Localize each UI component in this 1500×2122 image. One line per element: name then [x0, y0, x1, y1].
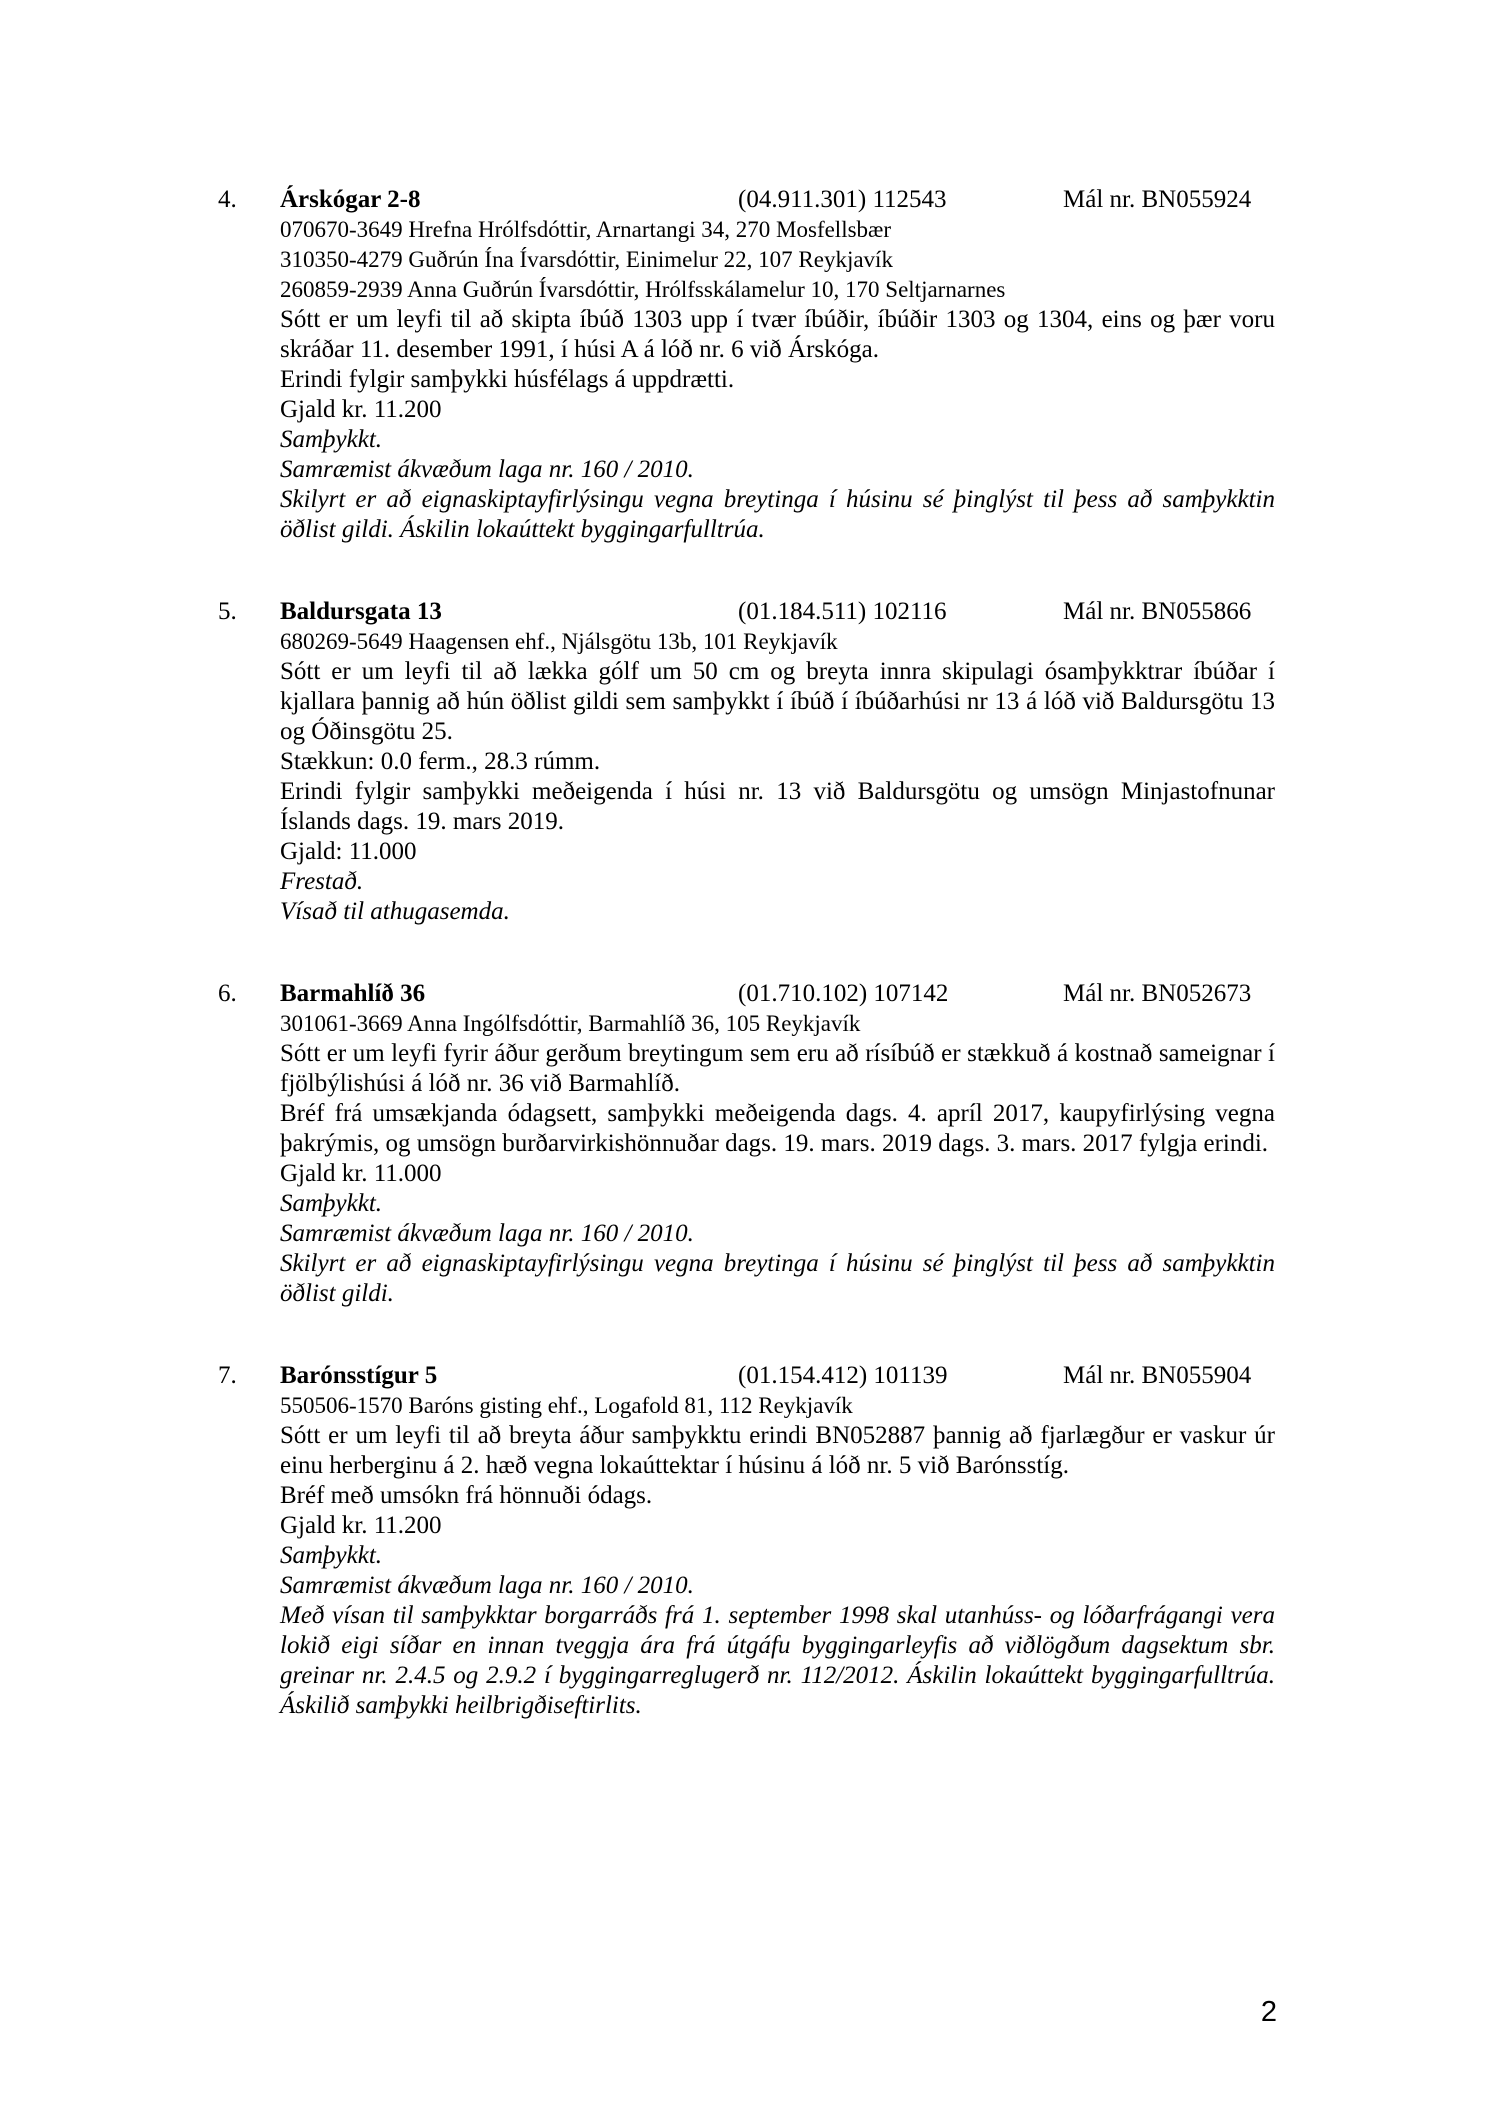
item-paragraph: Samþykkt.	[280, 1542, 383, 1569]
item-header	[280, 597, 1275, 627]
item-address: Baldursgata 13	[280, 598, 442, 625]
item-address: Barónsstígur 5	[280, 1362, 438, 1389]
item-body	[280, 597, 1275, 927]
owner-line: 310350-4279 Guðrún Ína Ívarsdóttir, Einimelur 22, 107 Reykjavík	[280, 247, 893, 272]
item-paragraph: Sótt er um leyfi til að lækka gólf um 50 cm og breyta innra skipulagi ósamþykktrar íbúðar í kjallara þannig að hún öðlist gildi sem samþykkt í íbúð í íbúðarhúsi nr 13 á lóð við Baldursgötu 13 og Óðinsgötu 25.	[280, 658, 1275, 745]
item-paragraph: Vísað til athugasemda.	[280, 898, 510, 925]
item-paragraph: Sótt er um leyfi til að skipta íbúð 1303 upp í tvær íbúðir, íbúðir 1303 og 1304, eins og þær voru skráðar 11. desember 1991, í húsi A á lóð nr. 6 við Árskóga.	[280, 306, 1275, 363]
item-paragraph: Frestað.	[280, 868, 364, 895]
owner-lines	[280, 215, 1275, 305]
case-number: Mál nr. BN055924	[1063, 186, 1252, 213]
item-number: 7.	[218, 1362, 237, 1389]
owner-line: 550506-1570 Baróns gisting ehf., Logafold 81, 112 Reykjavík	[280, 1393, 853, 1418]
owner-line: 070670-3649 Hrefna Hrólfsdóttir, Arnartangi 34, 270 Mosfellsbær	[280, 217, 892, 242]
item-paragraph: Samþykkt.	[280, 1190, 383, 1217]
item-paragraph: Gjald kr. 11.200	[280, 396, 442, 423]
case-number: Mál nr. BN052673	[1063, 980, 1252, 1007]
item-paragraph: Erindi fylgir samþykki meðeigenda í húsi nr. 13 við Baldursgötu og umsögn Minjastofnunar Íslands dags. 19. mars 2019.	[280, 778, 1275, 835]
agenda-item	[218, 185, 1275, 545]
item-paragraph: Gjald kr. 11.000	[280, 1160, 442, 1187]
item-number: 5.	[218, 598, 237, 625]
item-paragraph: Samræmist ákvæðum laga nr. 160 / 2010.	[280, 456, 694, 483]
case-number: Mál nr. BN055866	[1063, 598, 1252, 625]
owner-lines	[280, 627, 1275, 657]
item-paragraph: Gjald: 11.000	[280, 838, 417, 865]
owner-line: 260859-2939 Anna Guðrún Ívarsdóttir, Hrólfsskálamelur 10, 170 Seltjarnarnes	[280, 277, 1006, 302]
owner-line: 680269-5649 Haagensen ehf., Njálsgötu 13b, 101 Reykjavík	[280, 629, 838, 654]
item-paragraphs	[280, 1039, 1275, 1309]
item-body	[280, 1361, 1275, 1721]
item-number: 6.	[218, 980, 237, 1007]
item-paragraphs	[280, 1421, 1275, 1721]
item-paragraph: Samþykkt.	[280, 426, 383, 453]
page-number: 2	[1260, 1996, 1277, 2028]
item-paragraph: Bréf frá umsækjanda ódagsett, samþykki meðeigenda dags. 4. apríl 2017, kaupyfirlýsing vegna þakrýmis, og umsögn burðarvirkishönnuðar dags. 19. mars. 2019 dags. 3. mars. 2017 fylgja erindi.	[280, 1100, 1275, 1157]
case-number: Mál nr. BN055904	[1063, 1362, 1252, 1389]
item-header	[280, 1361, 1275, 1391]
property-id: (01.154.412) 101139	[738, 1362, 948, 1389]
item-paragraph: Gjald kr. 11.200	[280, 1512, 442, 1539]
item-address: Árskógar 2-8	[280, 186, 421, 213]
property-id: (04.911.301) 112543	[738, 186, 947, 213]
agenda-item	[218, 979, 1275, 1309]
item-paragraph: Samræmist ákvæðum laga nr. 160 / 2010.	[280, 1572, 694, 1599]
item-address: Barmahlíð 36	[280, 980, 426, 1007]
owner-lines	[280, 1391, 1275, 1421]
sections	[218, 185, 1275, 1773]
item-paragraph: Erindi fylgir samþykki húsfélags á uppdrætti.	[280, 366, 735, 393]
owner-lines	[280, 1009, 1275, 1039]
item-paragraph: Samræmist ákvæðum laga nr. 160 / 2010.	[280, 1220, 694, 1247]
item-paragraphs	[280, 305, 1275, 545]
item-number: 4.	[218, 186, 237, 213]
item-paragraph: Skilyrt er að eignaskiptayfirlýsingu vegna breytinga í húsinu sé þinglýst til þess að samþykktin öðlist gildi.	[280, 1250, 1275, 1307]
property-id: (01.710.102) 107142	[738, 980, 949, 1007]
agenda-item	[218, 597, 1275, 927]
item-paragraphs	[280, 657, 1275, 927]
property-id: (01.184.511) 102116	[738, 598, 947, 625]
item-paragraph: Með vísan til samþykktar borgarráðs frá 1. september 1998 skal utanhúss- og lóðarfrágangi vera lokið eigi síðar en innan tveggja ára frá útgáfu byggingarleyfis að viðlögðum dagsektum sbr. greinar nr. 2.4.5 og 2.9.2 í byggingarreglugerð nr. 112/2012. Áskilin lokaúttekt byggingarfulltrúa. Áskilið samþykki heilbrigðiseftirlits.	[280, 1602, 1275, 1719]
item-body	[280, 979, 1275, 1309]
item-body	[280, 185, 1275, 545]
item-paragraph: Sótt er um leyfi til að breyta áður samþykktu erindi BN052887 þannig að fjarlægður er vaskur úr einu herberginu á 2. hæð vegna lokaúttektar í húsinu á lóð nr. 5 við Barónsstíg.	[280, 1422, 1275, 1479]
agenda-item	[218, 1361, 1275, 1721]
owner-line: 301061-3669 Anna Ingólfsdóttir, Barmahlíð 36, 105 Reykjavík	[280, 1011, 861, 1036]
item-paragraph: Sótt er um leyfi fyrir áður gerðum breytingum sem eru að rísíbúð er stækkuð á kostnað sameignar í fjölbýlishúsi á lóð nr. 36 við Barmahlíð.	[280, 1040, 1275, 1097]
item-paragraph: Skilyrt er að eignaskiptayfirlýsingu vegna breytinga í húsinu sé þinglýst til þess að samþykktin öðlist gildi. Áskilin lokaúttekt byggingarfulltrúa.	[280, 486, 1275, 543]
item-paragraph: Bréf með umsókn frá hönnuði ódags.	[280, 1482, 653, 1509]
item-header	[280, 979, 1275, 1009]
item-header	[280, 185, 1275, 215]
item-paragraph: Stækkun: 0.0 ferm., 28.3 rúmm.	[280, 748, 601, 775]
